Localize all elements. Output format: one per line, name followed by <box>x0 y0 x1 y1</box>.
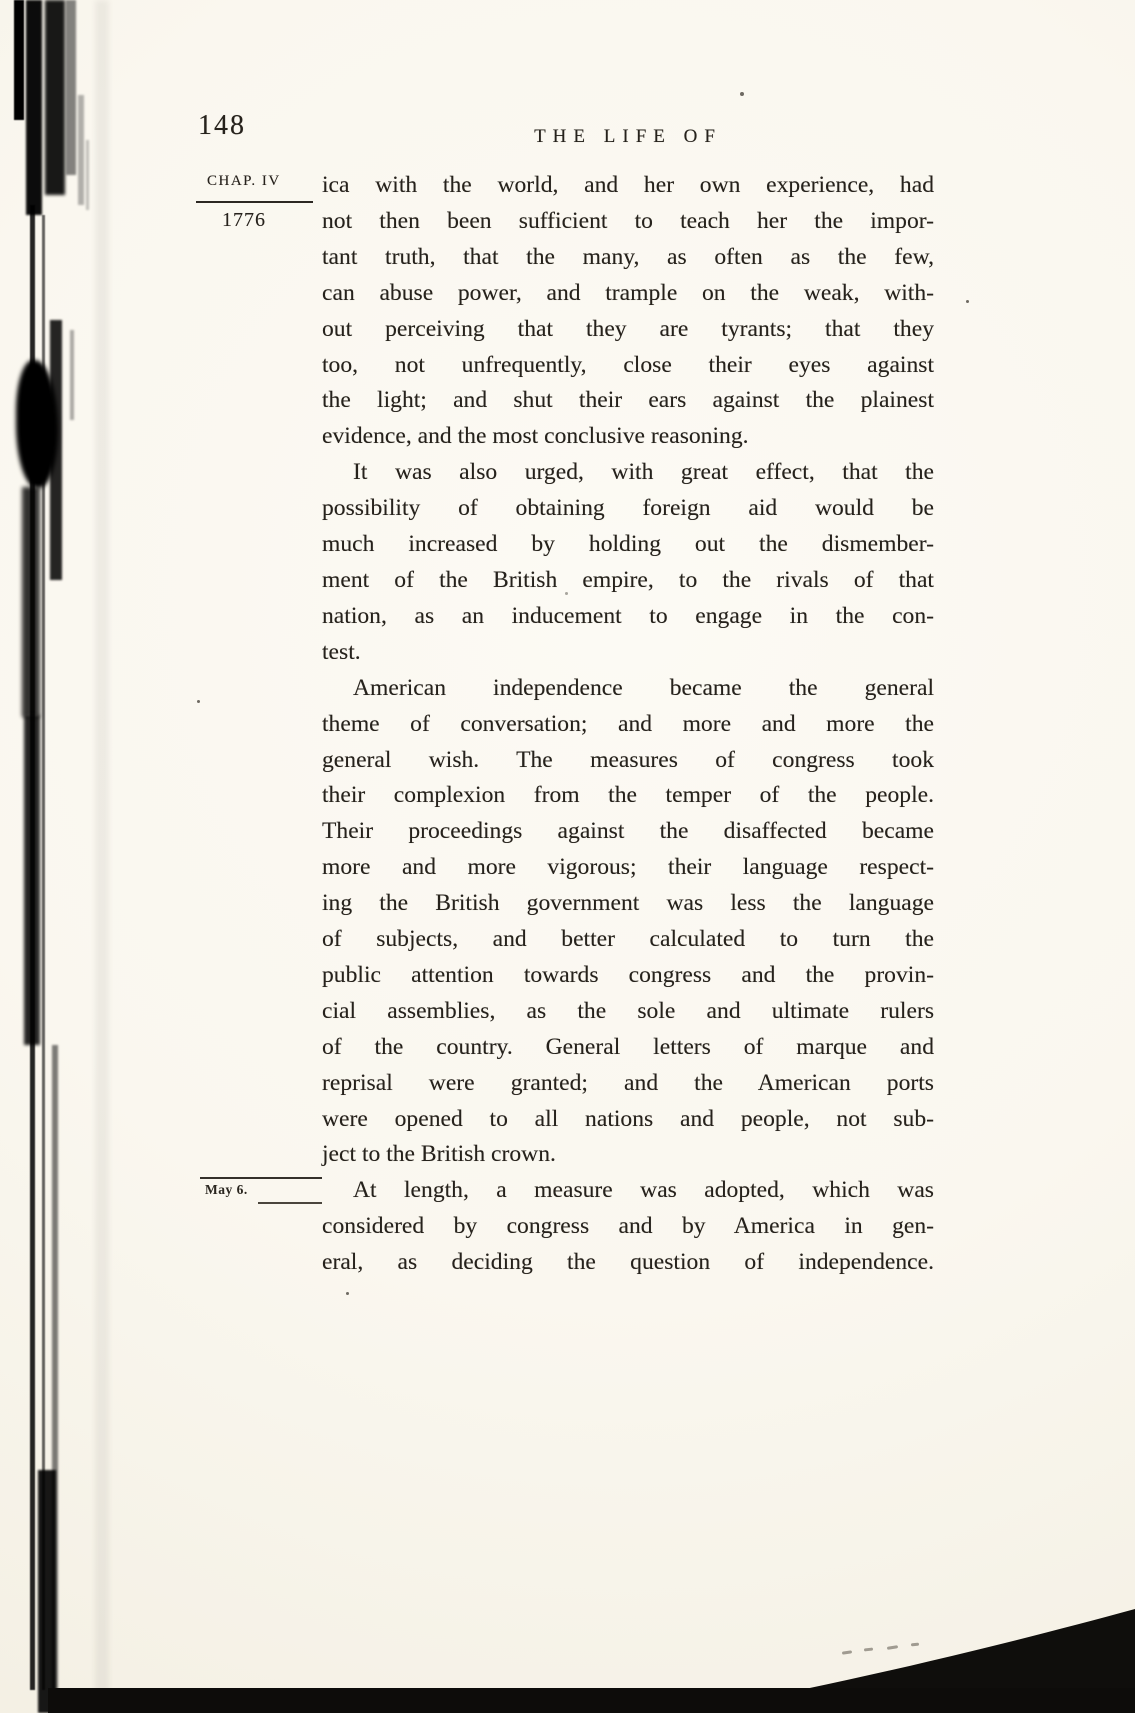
scan-streak <box>22 487 40 717</box>
text-line: eral, as deciding the question of independence. <box>322 1249 934 1276</box>
scan-streak <box>86 140 89 210</box>
scan-speck <box>197 700 200 703</box>
text-line: more and more vigorous; their language respect- <box>322 854 934 881</box>
text-line: were opened to all nations and people, not sub- <box>322 1105 934 1132</box>
text-line: considered by congress and by America in gen- <box>322 1213 934 1240</box>
text-line: the light; and shut their ears against the plainest <box>322 387 934 414</box>
body-text <box>322 168 934 1281</box>
text-line: much increased by holding out the dismember- <box>322 531 934 558</box>
page-number: 148 <box>198 110 246 141</box>
running-header: THE LIFE OF <box>534 126 722 147</box>
text-line: American independence became the general <box>353 674 934 701</box>
margin-year-label: 1776 <box>222 209 266 231</box>
text-line: test. <box>322 638 361 665</box>
page-curl-shadow <box>805 1607 1135 1689</box>
text-line: It was also urged, with great effect, that the <box>353 459 934 486</box>
text-line: ment of the British empire, to the rivals of that <box>322 566 934 593</box>
text-line: Their proceedings against the disaffected became <box>322 818 934 845</box>
scan-streak <box>38 1470 56 1713</box>
text-line: of the country. General letters of marque and <box>322 1033 934 1060</box>
text-line: out perceiving that they are tyrants; that they <box>322 315 934 342</box>
text-line: public attention towards congress and the provin- <box>322 961 934 988</box>
scan-speck <box>966 300 969 303</box>
scan-streak <box>45 0 65 195</box>
margin-date-rule-bottom <box>258 1202 322 1204</box>
margin-date-rule-top <box>200 1177 322 1179</box>
text-line: reprisal were granted; and the American ports <box>322 1069 934 1096</box>
scan-speck <box>740 92 744 96</box>
text-line: nation, as an inducement to engage in the con- <box>322 602 934 629</box>
scan-streak <box>66 0 76 175</box>
text-line: possibility of obtaining foreign aid would be <box>322 495 934 522</box>
text-line: of subjects, and better calculated to turn the <box>322 926 934 953</box>
text-line: general wish. The measures of congress took <box>322 746 934 773</box>
text-line: theme of conversation; and more and more the <box>322 710 934 737</box>
text-line: At length, a measure was adopted, which was <box>353 1177 934 1204</box>
text-line: their complexion from the temper of the people. <box>322 782 934 809</box>
scan-streak <box>14 0 24 120</box>
text-line: evidence, and the most conclusive reasoning. <box>322 423 749 450</box>
text-line: ica with the world, and her own experience, had <box>322 172 934 198</box>
text-line: can abuse power, and trample on the weak, with- <box>322 279 934 306</box>
text-line: not then been sufficient to teach her the impor- <box>322 207 934 234</box>
scan-bottom-bar <box>48 1688 1135 1713</box>
scan-speck <box>346 1292 349 1295</box>
margin-chapter-rule <box>196 201 313 203</box>
scan-streak <box>70 330 74 420</box>
scan-streak <box>24 715 40 1045</box>
text-line: cial assemblies, as the sole and ultimate rulers <box>322 997 934 1024</box>
scan-streak <box>78 95 84 205</box>
scan-streak <box>26 0 42 215</box>
margin-date-note: May 6. <box>205 1182 248 1197</box>
text-line: tant truth, that the many, as often as the few, <box>322 243 934 270</box>
text-line: ject to the British crown. <box>322 1141 556 1168</box>
scan-streak <box>95 0 109 1713</box>
text-line: too, not unfrequently, close their eyes against <box>322 351 934 378</box>
text-line: ing the British government was less the language <box>322 890 934 917</box>
margin-chapter-label: CHAP. IV <box>207 173 281 189</box>
